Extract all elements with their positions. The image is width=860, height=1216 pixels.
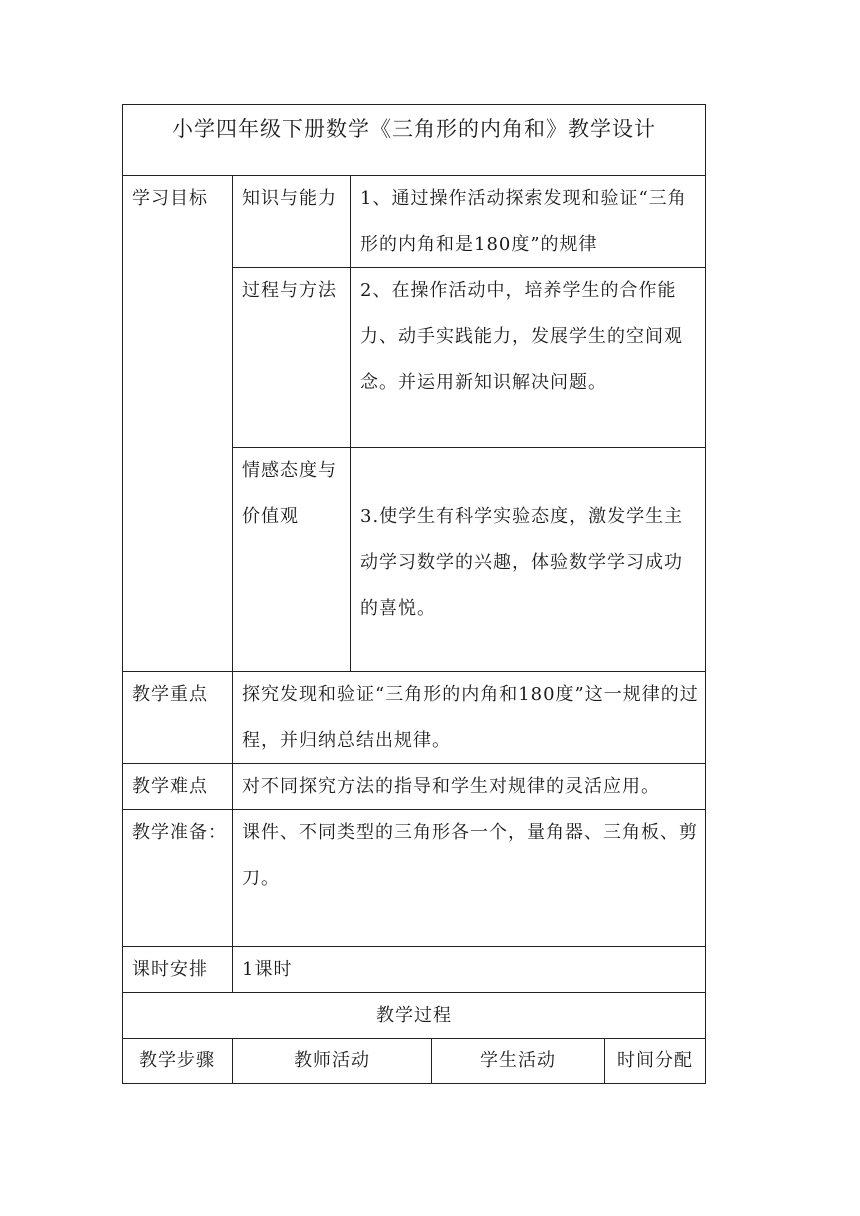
lesson-plan-table: [122, 104, 706, 1084]
key-point-label: 教学重点: [132, 684, 208, 705]
table-border-left: [122, 104, 123, 1084]
table-rule: [232, 175, 233, 992]
objectives-label: 学习目标: [132, 188, 208, 209]
difficulty-label: 教学难点: [132, 776, 208, 797]
table-border-top: [122, 104, 706, 105]
document-title: 小学四年级下册数学《三角形的内角和》教学设计: [172, 117, 656, 141]
key-point-text: 探究发现和验证“三角形的内角和180度”这一规律的过程，并归纳总结出规律。: [242, 684, 699, 751]
preparation-text: 课件、不同类型的三角形各一个，量角器、三角板、剪刀。: [242, 822, 698, 889]
objective-text-attitude: 3.使学生有科学实验态度，激发学生主动学习数学的兴趣，体验数学学习成功的喜悦。: [360, 506, 684, 619]
process-header-student: 学生活动: [480, 1050, 556, 1071]
process-header-teacher: 教师活动: [294, 1050, 370, 1071]
table-border-right: [705, 104, 706, 1084]
objective-category-attitude: 情感态度与价值观: [242, 460, 337, 527]
process-title: 教学过程: [376, 1005, 452, 1026]
objective-text-process: 2、在操作活动中，培养学生的合作能力、动手实践能力，发展学生的空间观念。并运用新知识解决问题。: [360, 280, 683, 393]
preparation-label: 教学准备：: [132, 822, 227, 843]
objective-category-process: 过程与方法: [242, 280, 337, 301]
table-rule: [350, 175, 351, 672]
objective-text-knowledge: 1、通过操作活动探索发现和验证“三角形的内角和是180度”的规律: [360, 188, 687, 255]
difficulty-text: 对不同探究方法的指导和学生对规律的灵活应用。: [242, 776, 660, 797]
process-header-time: 时间分配: [617, 1050, 693, 1071]
schedule-text: 1课时: [242, 959, 293, 980]
schedule-label: 课时安排: [132, 959, 208, 980]
objective-category-knowledge: 知识与能力: [242, 188, 337, 209]
process-header-step: 教学步骤: [139, 1050, 215, 1071]
